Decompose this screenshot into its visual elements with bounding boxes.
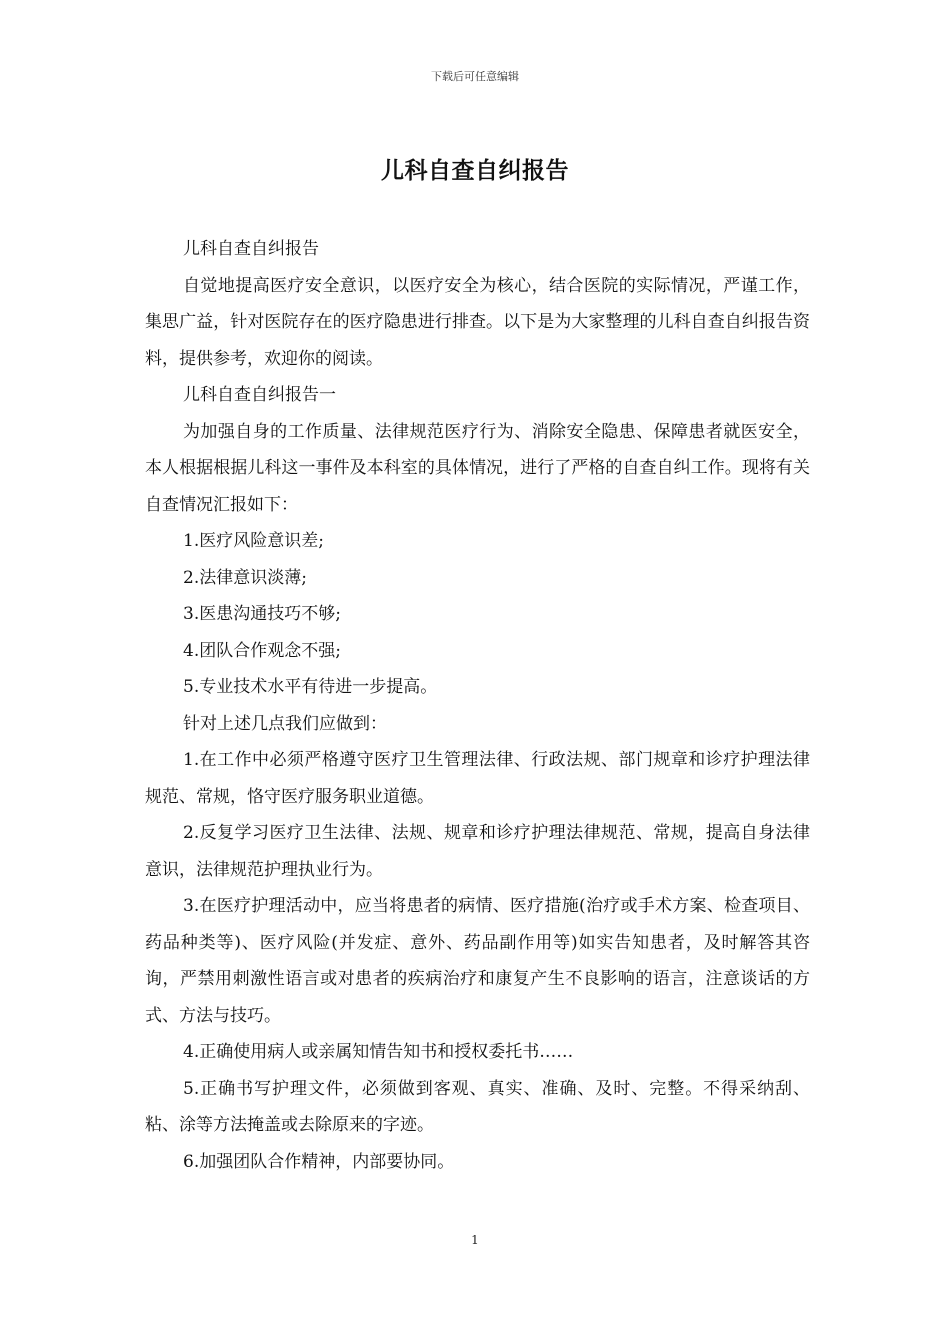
list-item: 4.团队合作观念不强; <box>183 640 341 661</box>
document-title: 儿科自查自纠报告 <box>381 158 569 184</box>
list-item: 2.反复学习医疗卫生法律、法规、规章和诊疗护理法律规范、常规，提高自身法律意识，法律规范护理执业行为。 <box>145 823 810 880</box>
page-number: 1 <box>471 1233 479 1247</box>
list-item: 3.医患沟通技巧不够; <box>183 604 341 624</box>
list-item: 1.在工作中必须严格遵守医疗卫生管理法律、行政法规、部门规章和诊疗护理法律规范、常规，恪守医疗服务职业道德。 <box>145 750 810 807</box>
list-item: 4.正确使用病人或亲属知情告知书和授权委托书…… <box>183 1042 574 1062</box>
body-paragraph: 儿科自查自纠报告 <box>183 239 319 259</box>
body-paragraph: 儿科自查自纠报告一 <box>183 385 336 405</box>
list-item: 5.正确书写护理文件，必须做到客观、真实、准确、及时、完整。不得采纳刮、粘、涂等方法掩盖或去除原来的字迹。 <box>145 1078 810 1135</box>
document-body <box>145 231 810 1180</box>
list-item: 2.法律意识淡薄; <box>183 567 307 588</box>
list-item: 5.专业技术水平有待进一步提高。 <box>183 677 438 697</box>
list-item: 1.医疗风险意识差; <box>183 531 324 551</box>
body-paragraph: 自觉地提高医疗安全意识，以医疗安全为核心，结合医院的实际情况，严谨工作，集思广益，针对医院存在的医疗隐患进行排查。以下是为大家整理的儿科自查自纠报告资料，提供参考，欢迎你的阅读。 <box>145 275 810 369</box>
list-item: 6.加强团队合作精神，内部要协同。 <box>183 1151 455 1172</box>
body-paragraph: 针对上述几点我们应做到： <box>183 713 387 734</box>
list-item: 3.在医疗护理活动中，应当将患者的病情、医疗措施(治疗或手术方案、检查项目、药品种类等)、医疗风险(并发症、意外、药品副作用等)如实告知患者，及时解答其咨询，严禁用刺激性语言或对患者的疾病治疗和康复产生不良影响的语言，注意谈话的方式、方法与技巧。 <box>145 896 810 1026</box>
body-paragraph: 为加强自身的工作质量、法律规范医疗行为、消除安全隐患、保障患者就医安全，本人根据根据儿科这一事件及本科室的具体情况，进行了严格的自查自纠工作。现将有关自查情况汇报如下： <box>145 421 810 515</box>
header-note: 下载后可任意编辑 <box>431 70 519 83</box>
